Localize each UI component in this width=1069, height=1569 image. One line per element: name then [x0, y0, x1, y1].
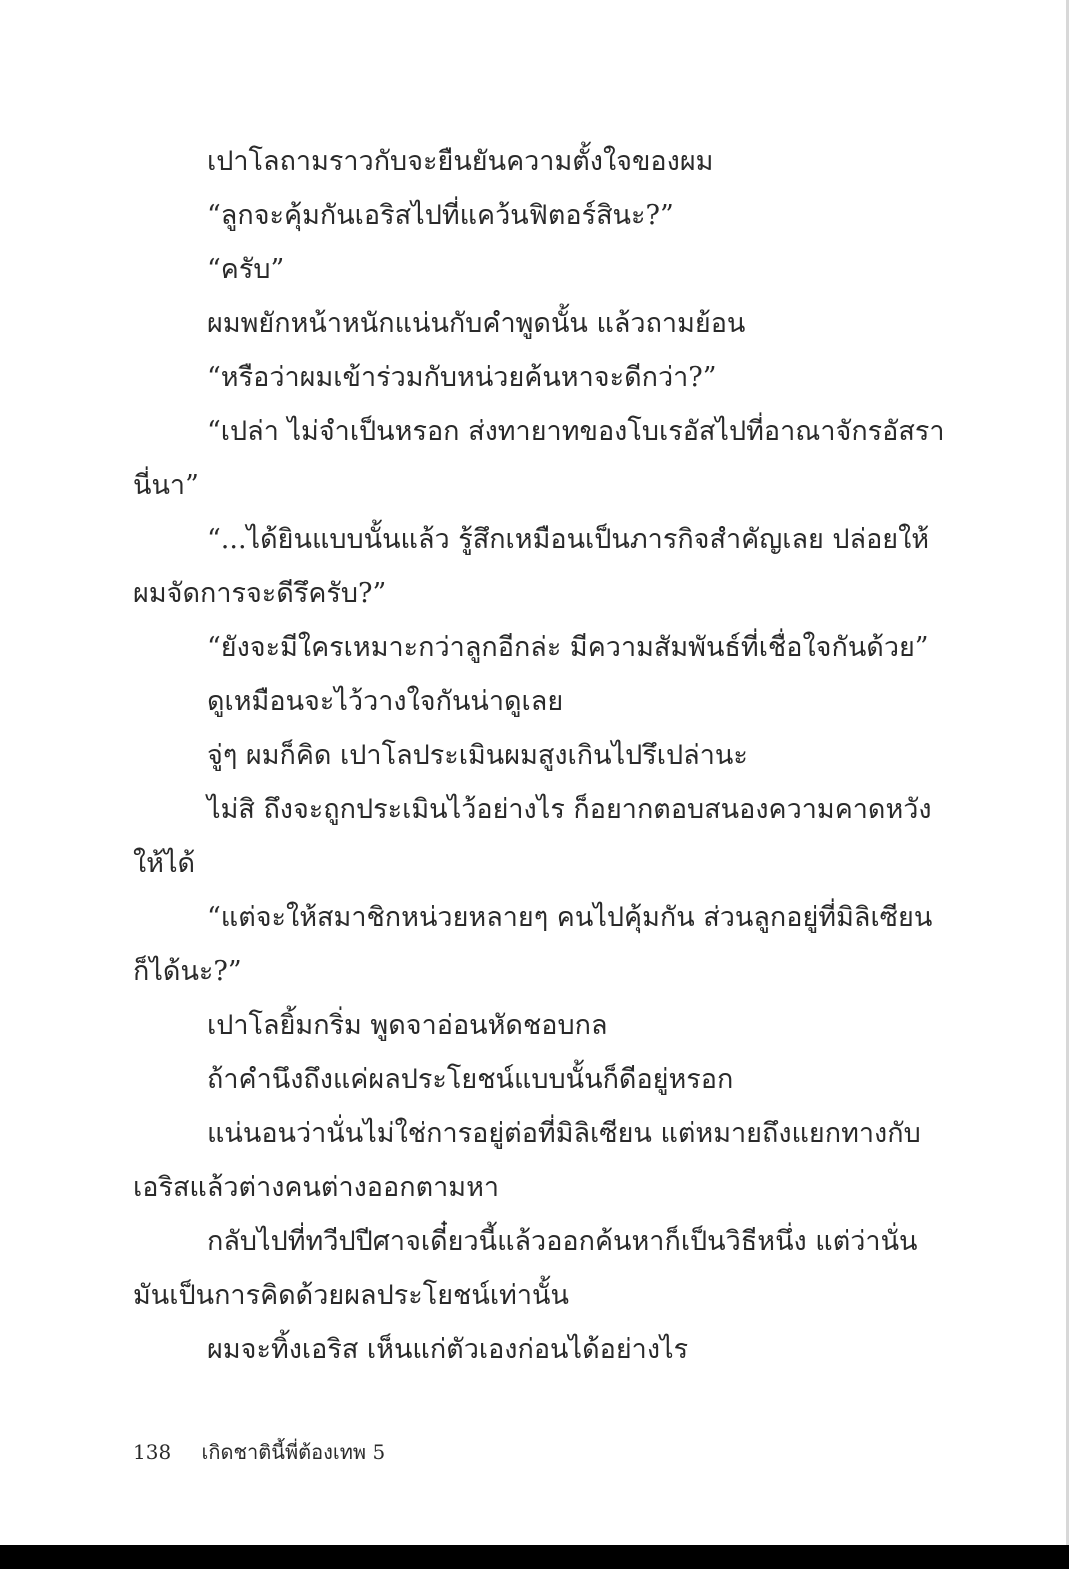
paragraph-line: “...ได้ยินแบบนั้นแล้ว รู้สึกเหมือนเป็นภารกิจสำคัญเลย ปล่อยให้ [207, 524, 930, 555]
paragraph-line: ไม่สิ ถึงจะถูกประเมินไว้อย่างไร ก็อยากตอบสนองความคาดหวัง [207, 794, 932, 825]
page-footer [133, 1437, 385, 1467]
paragraph-line: เอริสแล้วต่างคนต่างออกตามหา [133, 1172, 500, 1203]
paragraph-line: กลับไปที่ทวีปปีศาจเดี๋ยวนี้แล้วออกค้นหาก็เป็นวิธีหนึ่ง แต่ว่านั่น [207, 1226, 918, 1257]
paragraph-line: “หรือว่าผมเข้าร่วมกับหน่วยค้นหาจะดีกว่า?” [207, 362, 717, 393]
paragraph-line: “ครับ” [207, 254, 285, 285]
bottom-border [0, 1545, 1069, 1569]
paragraph-line: เปาโลถามราวกับจะยืนยันความตั้งใจของผม [207, 146, 714, 177]
paragraph-line: ก็ได้นะ?” [133, 956, 242, 987]
page-number: 138 [133, 1440, 172, 1464]
paragraph-line: ผมจัดการจะดีรึครับ?” [133, 578, 387, 609]
book-title: เกิดชาตินี้พี่ต้องเทพ 5 [201, 1440, 386, 1464]
paragraph-line: จู่ๆ ผมก็คิด เปาโลประเมินผมสูงเกินไปรึเปล่านะ [207, 740, 748, 771]
paragraph-line: “เปล่า ไม่จำเป็นหรอก ส่งทายาทของโบเรอัสไปที่อาณาจักรอัสรา [207, 416, 945, 447]
paragraph-line: ผมพยักหน้าหนักแน่นกับคำพูดนั้น แล้วถามย้อน [207, 308, 746, 339]
paragraph-line: “แต่จะให้สมาชิกหน่วยหลายๆ คนไปคุ้มกัน ส่วนลูกอยู่ที่มิลิเซียน [207, 902, 933, 933]
paragraph-line: ดูเหมือนจะไว้วางใจกันน่าดูเลย [207, 686, 564, 717]
paragraph-line: เปาโลยิ้มกริ่ม พูดจาอ่อนหัดชอบกล [207, 1010, 608, 1041]
paragraph-line: นี่นา” [133, 470, 199, 501]
paragraph-line: ให้ได้ [133, 848, 196, 879]
paragraph-line: ถ้าคำนึงถึงแค่ผลประโยชน์แบบนั้นก็ดีอยู่หรอก [207, 1064, 734, 1095]
paragraph-line: “ลูกจะคุ้มกันเอริสไปที่แคว้นฟิตอร์สินะ?” [207, 200, 674, 231]
paragraph-line: มันเป็นการคิดด้วยผลประโยชน์เท่านั้น [133, 1280, 569, 1311]
paragraph-line: แน่นอนว่านั่นไม่ใช่การอยู่ต่อที่มิลิเซียน แต่หมายถึงแยกทางกับ [207, 1118, 921, 1149]
paragraph-line: “ยังจะมีใครเหมาะกว่าลูกอีกล่ะ มีความสัมพันธ์ที่เชื่อใจกันด้วย” [207, 632, 929, 663]
paragraph-line: ผมจะทิ้งเอริส เห็นแก่ตัวเองก่อนได้อย่างไร [207, 1334, 689, 1365]
